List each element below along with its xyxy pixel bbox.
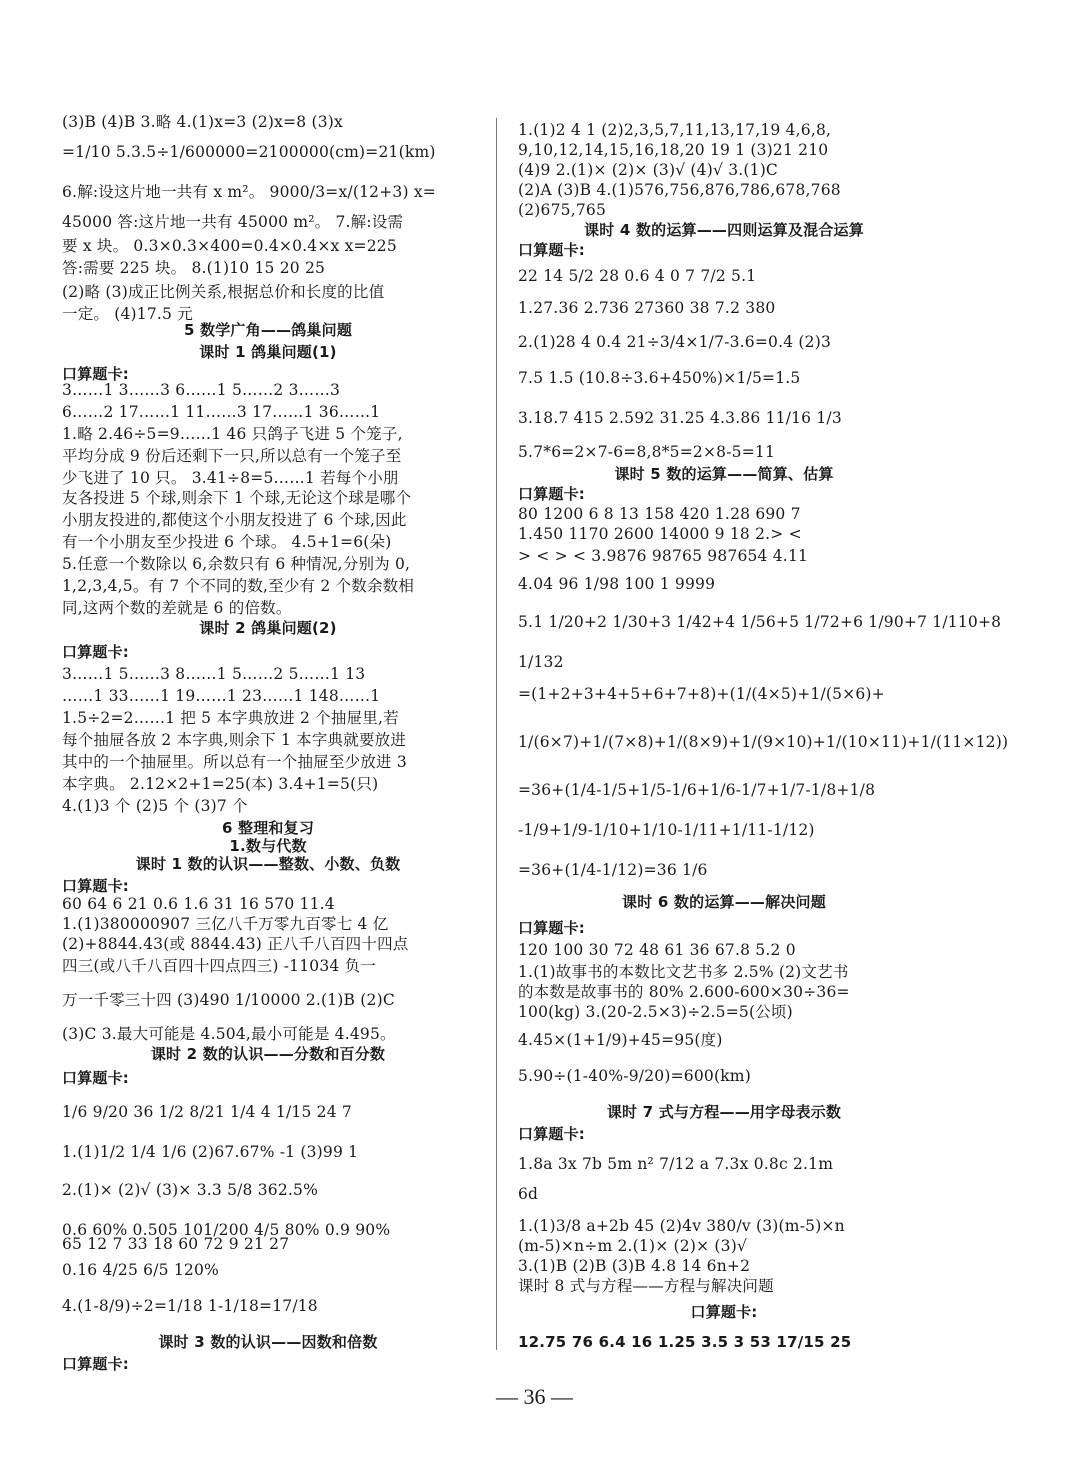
section-label: 口算题卡:	[62, 365, 129, 383]
section-heading: 口算题卡:	[690, 1303, 758, 1321]
answer-line: 80 1200 6 8 13 158 420 1.28 690 7	[518, 505, 801, 523]
answer-line: =1/10 5.3.5÷1/600000=2100000(cm)=21(km)	[62, 143, 436, 161]
section-heading: 课时 6 数的运算——解决问题	[622, 893, 826, 911]
answer-line: 1/(6×7)+1/(7×8)+1/(8×9)+1/(9×10)+1/(10×11)+1/(11×12))	[518, 733, 1009, 751]
answer-line: 1.(1)2 4 1 (2)2,3,5,7,11,13,17,19 4,6,8,	[518, 121, 832, 139]
answer-line: 4.04 96 1/98 100 1 9999	[518, 575, 716, 593]
section-heading: 1.数与代数	[229, 837, 307, 855]
answer-line: (2)675,765	[518, 201, 607, 219]
answer-line: 0.6 60% 0.505 101/200 4/5 80% 0.9 90%	[62, 1221, 391, 1239]
answer-line: 1/6 9/20 36 1/2 8/21 1/4 4 1/15 24 7	[62, 1103, 352, 1121]
answer-line: =36+(1/4-1/5+1/5-1/6+1/6-1/7+1/7-1/8+1/8	[518, 781, 876, 799]
answer-line: 7.5 1.5 (10.8÷3.6+450%)×1/5=1.5	[518, 369, 801, 387]
section-label: 口算题卡:	[62, 1355, 129, 1373]
answer-line: 22 14 5/2 28 0.6 4 0 7 7/2 5.1	[518, 267, 757, 285]
answer-line: 答:需要 225 块。 8.(1)10 15 20 25	[62, 259, 326, 277]
section-heading: 课时 7 式与方程——用字母表示数	[606, 1103, 842, 1121]
answer-line: 1.(1)3/8 a+2b 45 (2)4v 380/v (3)(m-5)×n	[518, 1217, 845, 1235]
answer-line: 3.18.7 415 2.592 31.25 4.3.86 11/16 1/3	[518, 409, 842, 427]
answer-line: 0.16 4/25 6/5 120%	[62, 1261, 219, 1279]
column-divider	[496, 118, 497, 1350]
answer-line: 少飞进了 10 只。 3.41÷8=5……1 若每个小朋	[62, 469, 399, 487]
answer-line: 1.27.36 2.736 27360 38 7.2 380	[518, 299, 776, 317]
answer-line: 一定。 (4)17.5 元	[62, 305, 193, 323]
answer-line: 1.略 2.46÷5=9……1 46 只鸽子飞进 5 个笼子,	[62, 425, 403, 443]
answer-line: 3.(1)B (2)B (3)B 4.8 14 6n+2	[518, 1257, 751, 1275]
answer-line: 1,2,3,4,5。有 7 个不同的数,至少有 2 个数余数相	[62, 577, 415, 595]
answer-line: 小朋友投进的,都使这个小朋友投进了 6 个球,因此	[62, 511, 407, 529]
answer-line: 平均分成 9 份后还剩下一只,所以总有一个笼子至	[62, 447, 402, 465]
answer-line: 5.7*6=2×7-6=8,8*5=2×8-5=11	[518, 443, 776, 461]
answer-line: 1.(1)380000907 三亿八千万零九百零七 4 亿	[62, 915, 389, 933]
answer-line: 1.8a 3x 7b 5m n² 7/12 a 7.3x 0.8c 2.1m	[518, 1155, 834, 1173]
answer-line: 6……2 17……1 11……3 17……1 36……1	[62, 403, 381, 421]
answer-line: (2)略 (3)成正比例关系,根据总价和长度的比值	[62, 283, 385, 301]
answer-line: 1.(1)故事书的本数比文艺书多 2.5% (2)文艺书	[518, 963, 849, 981]
answer-line: 6.解:设这片地一共有 x m²。 9000/3=x/(12+3) x=	[62, 183, 436, 201]
answer-line: =36+(1/4-1/12)=36 1/6	[518, 861, 708, 879]
section-heading: 课时 4 数的运算——四则运算及混合运算	[584, 221, 864, 239]
answer-line: 四三(或八千八百四十四点四三) -11034 负一	[62, 957, 376, 975]
section-heading: 5 数学广角——鸽巢问题	[183, 321, 353, 339]
section-label: 口算题卡:	[518, 919, 585, 937]
answer-line: 课时 8 式与方程——方程与解决问题	[518, 1277, 774, 1295]
section-label: 口算题卡:	[62, 643, 129, 661]
answer-line: 5.1 1/20+2 1/30+3 1/42+4 1/56+5 1/72+6 1/90+7 1/110+8	[518, 613, 1002, 631]
answer-line: (2)+8844.43(或 8844.43) 正八千八百四十四点	[62, 935, 409, 953]
answer-line: 有一个小朋友至少投进 6 个球。 4.5+1=6(朵)	[62, 533, 392, 551]
answer-line: (2)A (3)B 4.(1)576,756,876,786,678,768	[518, 181, 841, 199]
answer-line: (3)B (4)B 3.略 4.(1)x=3 (2)x=8 (3)x	[62, 113, 343, 131]
section-heading: 课时 1 鸽巢问题(1)	[199, 343, 337, 361]
answer-line: 本字典。 2.12×2+1=25(本) 3.4+1=5(只)	[62, 775, 379, 793]
answer-line: 万一千零三十四 (3)490 1/10000 2.(1)B (2)C	[62, 991, 395, 1009]
answer-line: 4.45×(1+1/9)+45=95(度)	[518, 1031, 723, 1049]
answer-line: 6d	[518, 1185, 539, 1203]
answer-line: =(1+2+3+4+5+6+7+8)+(1/(4×5)+1/(5×6)+	[518, 685, 885, 703]
answer-line: 1.5÷2=2……1 把 5 本字典放进 2 个抽屉里,若	[62, 709, 399, 727]
answer-line: 45000 答:这片地一共有 45000 m²。 7.解:设需	[62, 213, 404, 231]
answer-line: (3)C 3.最大可能是 4.504,最小可能是 4.495。	[62, 1025, 396, 1043]
answer-line: 友各投进 5 个球,则余下 1 个球,无论这个球是哪个	[62, 489, 412, 507]
section-heading: 课时 2 数的认识——分数和百分数	[150, 1045, 386, 1063]
answer-line: 的本数是故事书的 80% 2.600-600×30÷36=	[518, 983, 850, 1001]
answer-line: 1.(1)1/2 1/4 1/6 (2)67.67% -1 (3)99 1	[62, 1143, 359, 1161]
answer-line: 5.任意一个数除以 6,余数只有 6 种情况,分别为 0,	[62, 555, 411, 573]
answer-line: 65 12 7 33 18 60 72 9 21 27	[62, 1235, 290, 1253]
section-label: 口算题卡:	[518, 1125, 585, 1143]
section-heading: 6 整理和复习	[221, 819, 315, 837]
section-heading: 课时 2 鸽巢问题(2)	[199, 619, 337, 637]
answer-line: > < > < 3.9876 98765 987654 4.11	[518, 547, 809, 565]
answer-line: 60 64 6 21 0.6 1.6 31 16 570 11.4	[62, 895, 335, 913]
answer-line: 1/132	[518, 653, 564, 671]
answer-line: 2.(1)28 4 0.4 21÷3/4×1/7-3.6=0.4 (2)3	[518, 333, 832, 351]
answer-line: 5.90÷(1-40%-9/20)=600(km)	[518, 1067, 751, 1085]
section-heading: 课时 5 数的运算——简算、估算	[614, 465, 834, 483]
answer-line: (m-5)×n÷m 2.(1)× (2)× (3)√	[518, 1237, 748, 1255]
answer-line: 120 100 30 72 48 61 36 67.8 5.2 0	[518, 941, 796, 959]
answer-line: 9,10,12,14,15,16,18,20 19 1 (3)21 210	[518, 141, 829, 159]
answer-line: -1/9+1/9-1/10+1/10-1/11+1/11-1/12)	[518, 821, 815, 839]
answer-line: 每个抽屉各放 2 本字典,则余下 1 本字典就要放进	[62, 731, 407, 749]
answer-line: 4.(1-8/9)÷2=1/18 1-1/18=17/18	[62, 1297, 318, 1315]
answer-line: 其中的一个抽屉里。所以总有一个抽屉至少放进 3	[62, 753, 407, 771]
section-label: 口算题卡:	[62, 1069, 129, 1087]
answer-line: 同,这两个数的差就是 6 的倍数。	[62, 599, 292, 617]
answer-line: 3……1 3……3 6……1 5……2 3……3	[62, 381, 341, 399]
answer-line: 3……1 5……3 8……1 5……2 5……1 13	[62, 665, 366, 683]
answer-line: (4)9 2.(1)× (2)× (3)√ (4)√ 3.(1)C	[518, 161, 778, 179]
answer-line: ……1 33……1 19……1 23……1 148……1	[62, 687, 381, 705]
section-label: 12.75 76 6.4 16 1.25 3.5 3 53 17/15 25	[518, 1333, 852, 1351]
answer-line: 4.(1)3 个 (2)5 个 (3)7 个	[62, 797, 248, 815]
answer-line: 100(kg) 3.(20-2.5×3)÷2.5=5(公顷)	[518, 1003, 793, 1021]
section-heading: 课时 1 数的认识——整数、小数、负数	[135, 855, 401, 873]
section-heading: 课时 3 数的认识——因数和倍数	[158, 1333, 378, 1351]
answer-line: 要 x 块。 0.3×0.3×400=0.4×0.4×x x=225	[62, 237, 397, 255]
answer-line: 2.(1)× (2)√ (3)× 3.3 5/8 362.5%	[62, 1181, 319, 1199]
page-number: — 36 —	[496, 1384, 573, 1409]
section-label: 口算题卡:	[518, 485, 585, 503]
answer-line: 1.450 1170 2600 14000 9 18 2.> <	[518, 525, 802, 543]
section-label: 口算题卡:	[518, 241, 585, 259]
section-label: 口算题卡:	[62, 877, 129, 895]
